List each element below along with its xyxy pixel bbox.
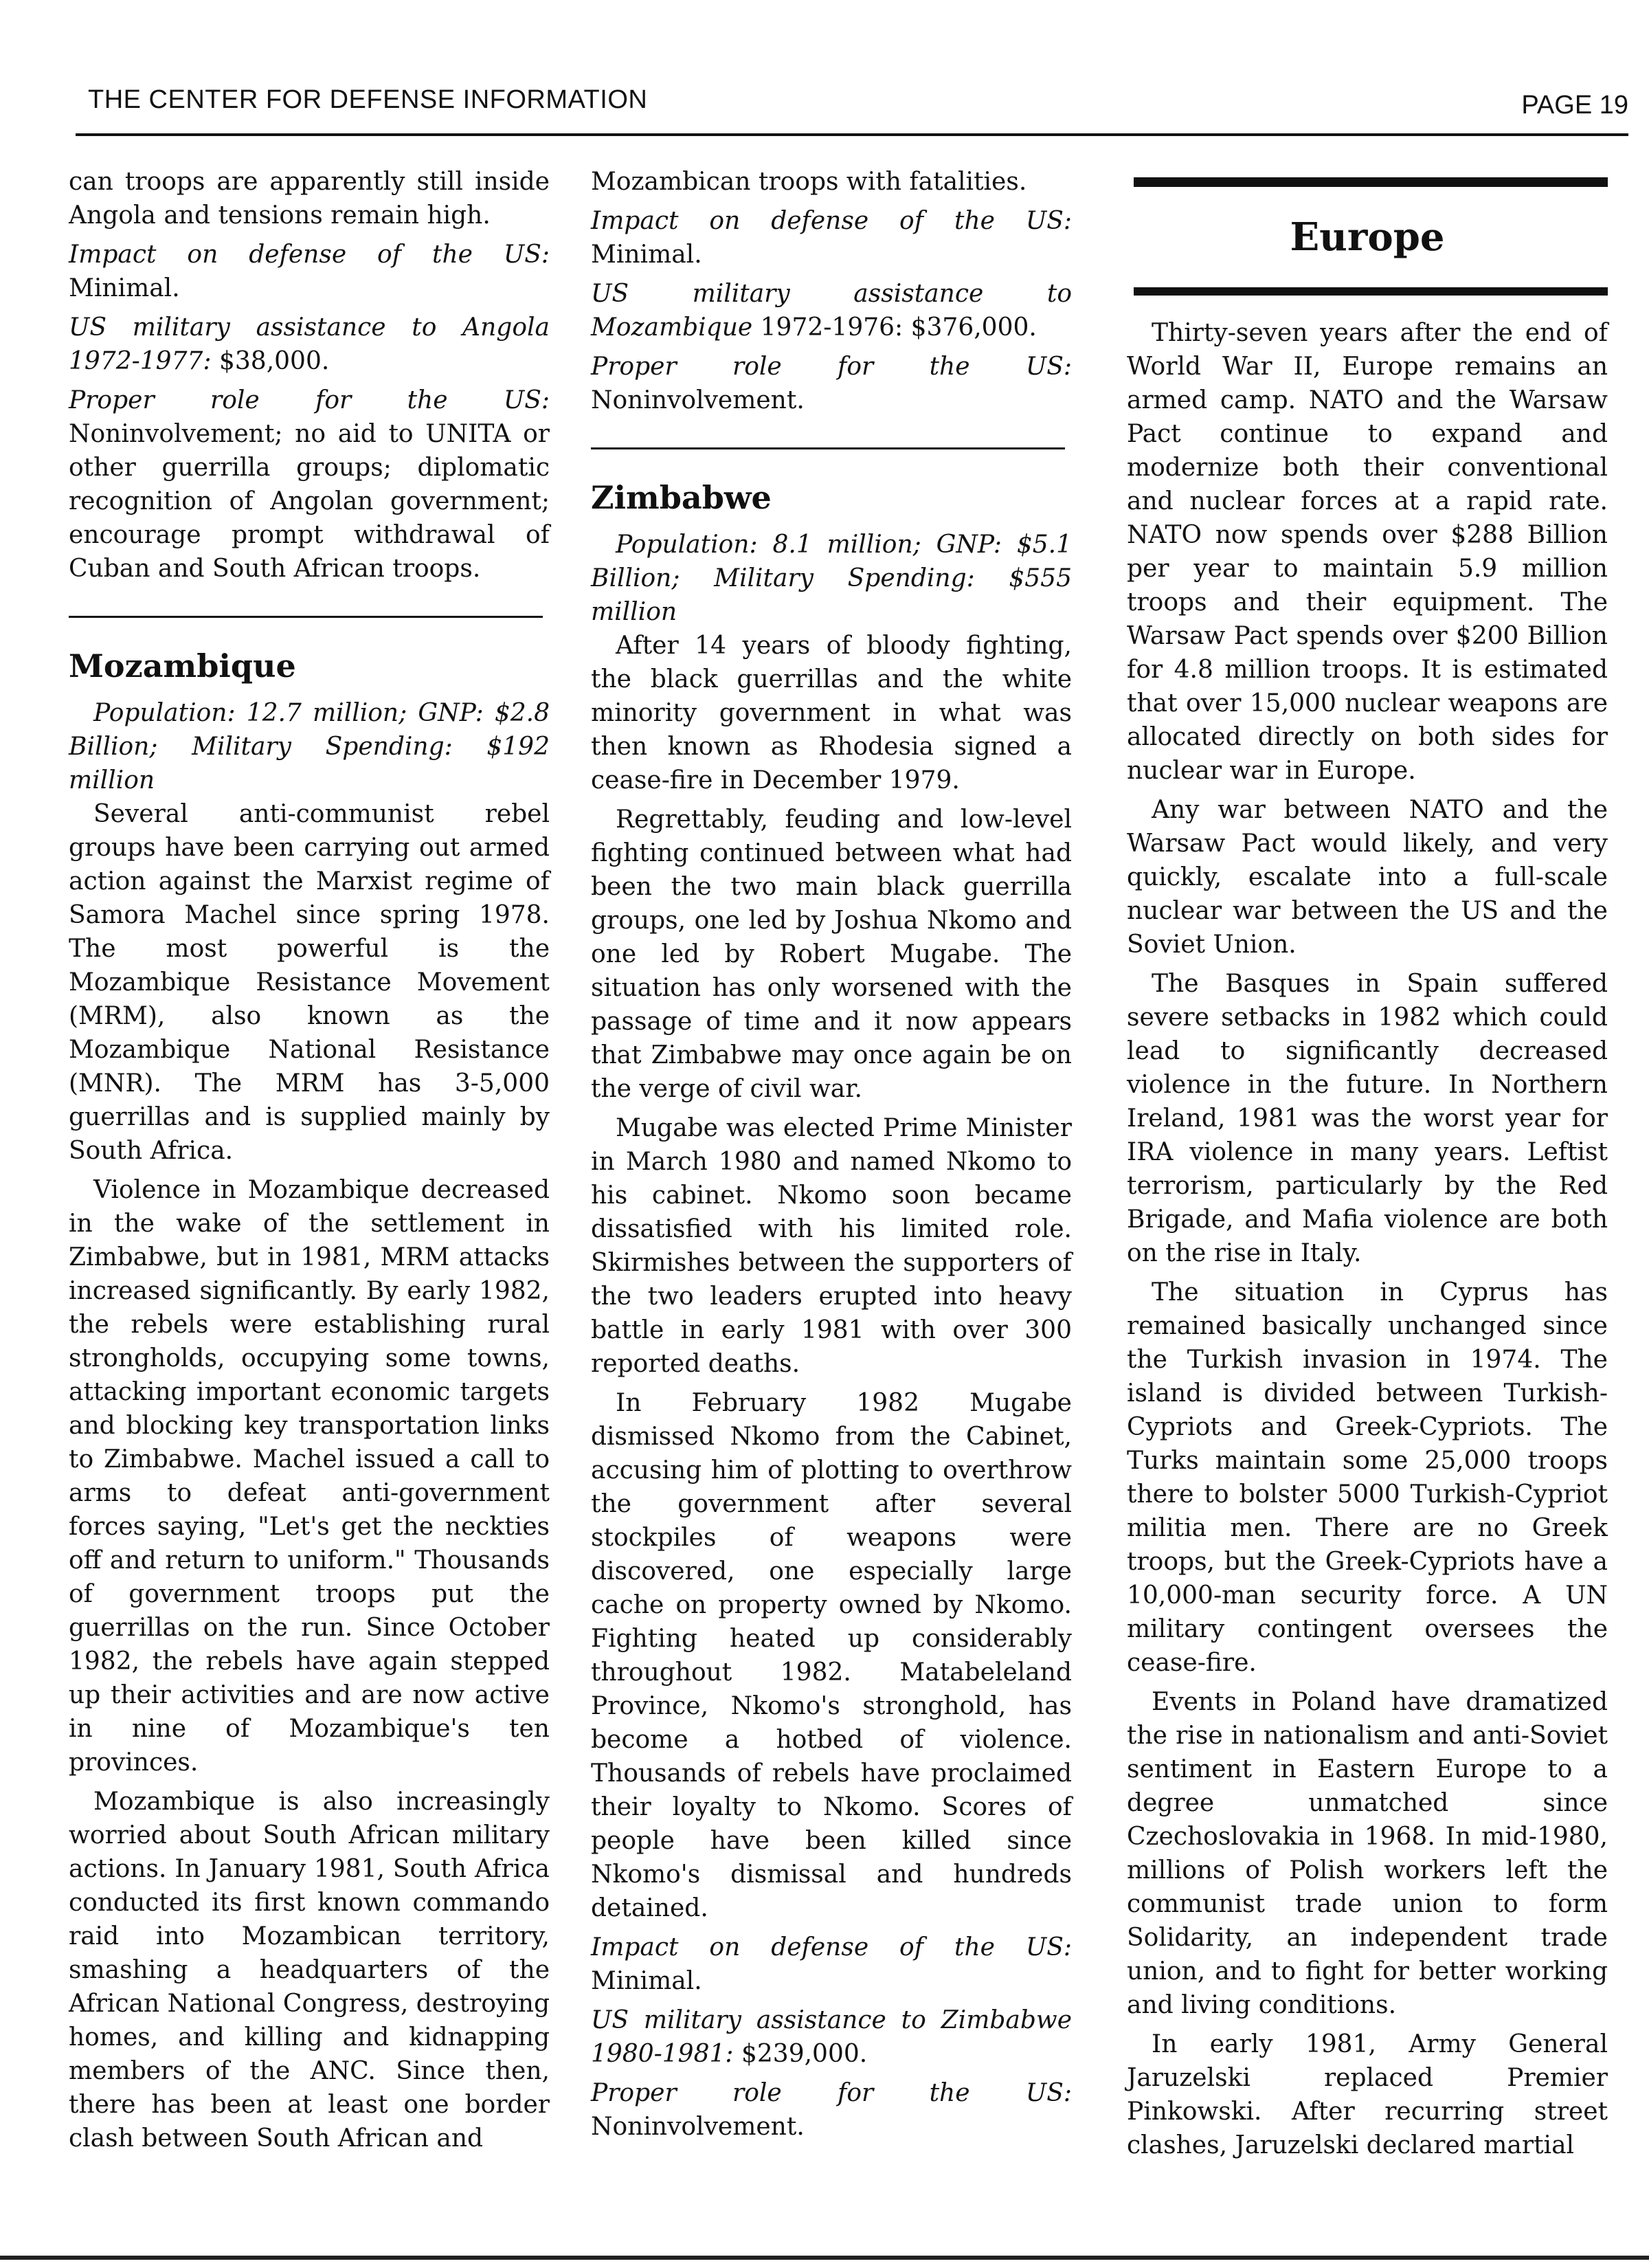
zimbabwe-role bbox=[591, 2076, 1072, 2144]
column-3 bbox=[1127, 165, 1608, 2168]
assistance-label: US military assistance to Zimbabwe 1980-1981: bbox=[591, 2006, 1072, 2068]
mozambique-impact bbox=[591, 204, 1072, 271]
zimbabwe-impact bbox=[591, 1931, 1072, 1998]
angola-continuation: can troops are apparently still inside Angola and tensions remain high. bbox=[69, 168, 550, 230]
page-header bbox=[76, 81, 1628, 136]
role-value: Noninvolvement. bbox=[591, 386, 805, 414]
mozambique-continuation: Mozambican troops with fatalities. bbox=[591, 168, 1027, 196]
impact-value: Minimal. bbox=[69, 274, 180, 302]
publication-title: THE CENTER FOR DEFENSE INFORMATION bbox=[88, 85, 648, 114]
assistance-value: 1972-1976: $376,000. bbox=[752, 313, 1037, 342]
angola-impact bbox=[69, 238, 550, 305]
mozambique-role bbox=[591, 350, 1072, 417]
europe-title-box bbox=[1127, 177, 1608, 296]
impact-value: Minimal. bbox=[591, 241, 702, 269]
mozambique-assistance bbox=[591, 277, 1072, 344]
europe-paragraph-4: The situation in Cyprus has remained basically unchanged since the Turkish invasion in 1974. The island is divided between Turkish-Cypriots and Greek-Cypriots. The Turks maintain some 25,000 troops there to bolster 5000 Turkish-Cypriot militia men. There are no Greek troops, but the Greek-Cypriots have a 10,000-man security force. A UN military contingent oversees the cease-fire. bbox=[1127, 1278, 1608, 1677]
title-bar-bottom bbox=[1134, 287, 1608, 296]
zimbabwe-paragraph-4: In February 1982 Mugabe dismissed Nkomo from the Cabinet, accusing him of plotting to overthrow the government after several stockpiles of weapons were discovered, one especially large cache on property owned by Nkomo. Fighting heated up considerably throughout 1982. Matabeleland Province, Nkomo's stronghold, has become a hotbed of violence. Thousands of rebels have proclaimed their loyalty to Nkomo. Scores of people have been killed since Nkomo's dismissal and hundreds detained. bbox=[591, 1389, 1072, 1922]
angola-assistance bbox=[69, 311, 550, 378]
role-label: Proper role for the US: bbox=[591, 353, 1072, 381]
zimbabwe-heading: Zimbabwe bbox=[591, 479, 772, 516]
europe-heading: Europe bbox=[1290, 214, 1445, 260]
column-2 bbox=[591, 165, 1072, 2149]
mozambique-paragraph-3: Mozambique is also increasingly worried about South African military actions. In January 1981, South Africa conducted its first known commando raid into Mozambican territory, smashing a headquarters of the African National Congress, destroying homes, and killing and kidnapping members of the ANC. Since then, there has been at least one border clash between South African and bbox=[69, 1788, 550, 2153]
role-value: Noninvolvement; no aid to UNITA or other guerrilla groups; diplomatic recognition of Angolan government; encourage prompt withdrawal of Cuban and South African troops. bbox=[69, 420, 550, 583]
role-label: Proper role for the US: bbox=[591, 2079, 1072, 2107]
zimbabwe-paragraph-3: Mugabe was elected Prime Minister in March 1980 and named Nkomo to his cabinet. Nkomo soon became dissatisfied with his limited role. Skirmishes between the supporters of the two leaders erupted into heavy battle in early 1981 with over 300 reported deaths. bbox=[591, 1114, 1072, 1378]
zimbabwe-facts: Population: 8.1 million; GNP: $5.1 Billion; Military Spending: $555 million bbox=[591, 531, 1072, 626]
mozambique-paragraph-1: Several anti-communist rebel groups have been carrying out armed action against the Marxist regime of Samora Machel since spring 1978. The most powerful is the Mozambique Resistance Movement (MRM), also known as the Mozambique National Resistance (MNR). The MRM has 3-5,000 guerrillas and is supplied mainly by South Africa. bbox=[69, 800, 550, 1165]
europe-paragraph-2: Any war between NATO and the Warsaw Pact would likely, and very quickly, escalate into a full-scale nuclear war between the US and the Soviet Union. bbox=[1127, 796, 1608, 959]
role-label: Proper role for the US: bbox=[69, 386, 550, 414]
impact-label: Impact on defense of the US: bbox=[69, 241, 550, 269]
bottom-border bbox=[0, 2256, 1649, 2260]
assistance-value: $239,000. bbox=[733, 2040, 868, 2068]
angola-role bbox=[69, 383, 550, 586]
europe-paragraph-5: Events in Poland have dramatized the rise in nationalism and anti-Soviet sentiment in Eastern Europe to a degree unmatched since Czechoslovakia in 1968. In mid-1980, millions of Polish workers left the communist trade union to form Solidarity, an independent trade union, and to fight for better working and living conditions. bbox=[1127, 1688, 1608, 2019]
zimbabwe-paragraph-1: After 14 years of bloody fighting, the black guerrillas and the white minority government in what was then known as Rhodesia signed a cease-fire in December 1979. bbox=[591, 632, 1072, 794]
impact-value: Minimal. bbox=[591, 1967, 702, 1995]
section-divider bbox=[69, 616, 543, 618]
mozambique-paragraph-2: Violence in Mozambique decreased in the wake of the settlement in Zimbabwe, but in 1981, MRM attacks increased significantly. By early 1982, the rebels were establishing rural strongholds, occupying some towns, attacking important economic targets and blocking key transportation links to Zimbabwe. Machel issued a call to arms to defeat anti-government forces saying, "Let's get the neckties off and return to uniform." Thousands of government troops put the guerrillas on the run. Since October 1982, the rebels have again stepped up their activities and are now active in nine of Mozambique's ten provinces. bbox=[69, 1176, 550, 1777]
role-value: Noninvolvement. bbox=[591, 2113, 805, 2141]
column-1 bbox=[69, 165, 550, 2161]
section-divider bbox=[591, 447, 1065, 449]
europe-paragraph-3: The Basques in Spain suffered severe setbacks in 1982 which could lead to significantly decreased violence in the future. In Northern Ireland, 1981 was the worst year for IRA violence in many years. Leftist terrorism, particularly by the Red Brigade, and Mafia violence are both on the rise in Italy. bbox=[1127, 970, 1608, 1267]
mozambique-facts: Population: 12.7 million; GNP: $2.8 Billion; Military Spending: $192 million bbox=[69, 699, 550, 794]
mozambique-heading: Mozambique bbox=[69, 647, 296, 685]
europe-paragraph-6: In early 1981, Army General Jaruzelski replaced Premier Pinkowski. After recurring street clashes, Jaruzelski declared martial bbox=[1127, 2030, 1608, 2159]
assistance-label: US military assistance to Mozambique bbox=[591, 280, 1072, 342]
impact-label: Impact on defense of the US: bbox=[591, 207, 1072, 235]
zimbabwe-assistance bbox=[591, 2003, 1072, 2071]
page-number: PAGE 19 bbox=[1521, 91, 1628, 120]
europe-paragraph-1: Thirty-seven years after the end of World War II, Europe remains an armed camp. NATO and the Warsaw Pact continue to expand and modernize both their conventional and nuclear forces at a rapid rate. NATO now spends over $288 Billion per year to maintain 5.9 million troops and their equipment. The Warsaw Pact spends over $200 Billion for 4.8 million troops. It is estimated that over 15,000 nuclear weapons are allocated directly on both sides for nuclear war in Europe. bbox=[1127, 319, 1608, 785]
title-bar-top bbox=[1134, 177, 1608, 187]
zimbabwe-paragraph-2: Regrettably, feuding and low-level fighting continued between what had been the two main black guerrilla groups, one led by Joshua Nkomo and one led by Robert Mugabe. The situation has only worsened with the passage of time and it now appears that Zimbabwe may once again be on the verge of civil war. bbox=[591, 805, 1072, 1103]
assistance-label: US military assistance to Angola 1972-1977: bbox=[69, 313, 550, 375]
impact-label: Impact on defense of the US: bbox=[591, 1933, 1072, 1961]
assistance-value: $38,000. bbox=[211, 347, 330, 375]
